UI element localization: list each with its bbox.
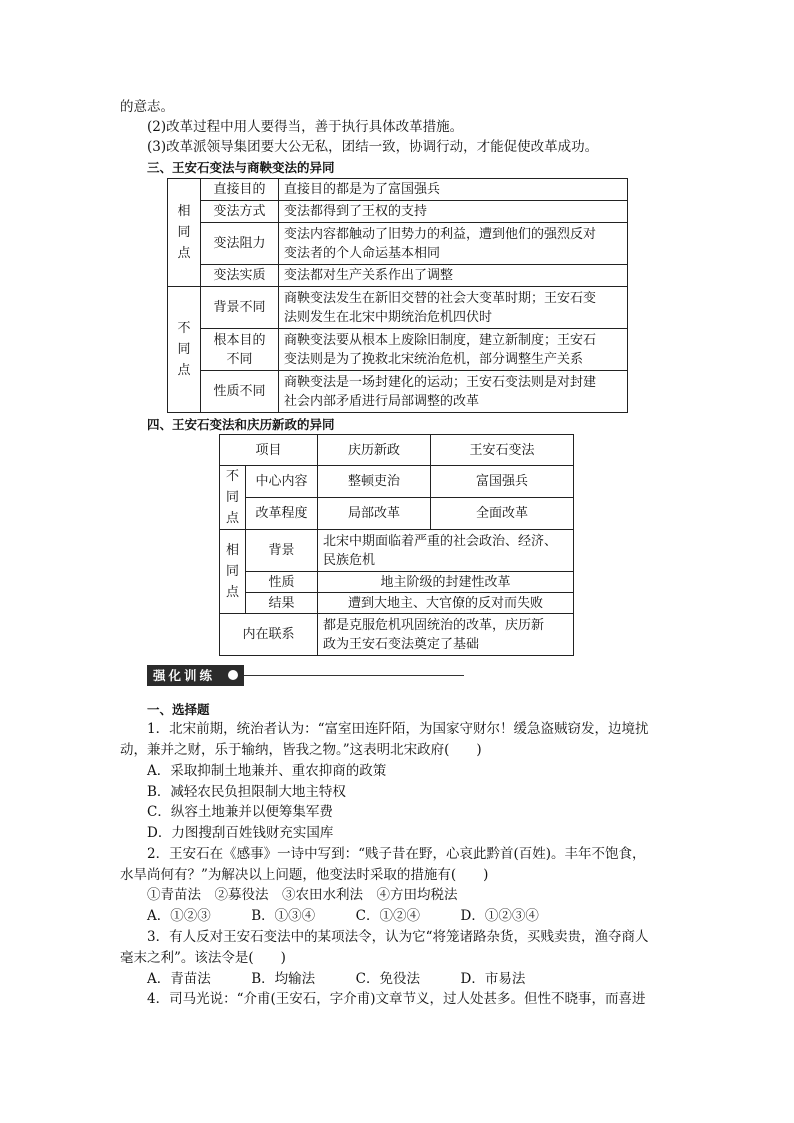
same-points-label: 相 同 点 — [168, 179, 201, 287]
same-points-label: 相 同 点 — [220, 530, 246, 614]
link-content: 都是克服危机巩固统治的改革，庆历新 政为王安石变法奠定了基础 — [318, 614, 574, 656]
qingli-cell: 整顿吏治 — [318, 466, 431, 498]
wang-cell: 全面改革 — [431, 498, 574, 530]
section3-heading: 三、王安石变法与商鞅变法的异同 — [147, 160, 335, 175]
aspect-cell: 根本目的 不同 — [201, 329, 279, 371]
content-cell: 直接目的都是为了富国强兵 — [279, 179, 628, 201]
exercise-line: 4．司马光说：“介甫(王安石，字介甫)文章节义，过人处甚多。但性不晓事，而喜进 — [147, 991, 646, 1007]
diff-points-label: 不 同 点 — [168, 287, 201, 413]
content-cell: 地主阶级的封建性改革 — [318, 572, 574, 593]
banner-dot-icon — [228, 670, 238, 680]
header-wang: 王安石变法 — [431, 435, 574, 466]
item-cell: 性质 — [246, 572, 318, 593]
aspect-cell: 性质不同 — [201, 371, 279, 413]
aspect-cell: 直接目的 — [201, 179, 279, 201]
content-cell: 遭到大地主、大官僚的反对而失败 — [318, 593, 574, 614]
content-cell: 北宋中期面临着严重的社会政治、经济、 民族危机 — [318, 530, 574, 572]
exercise-line: A．青苗法 B．均输法 C．免役法 D．市易法 — [147, 971, 526, 987]
header-item: 项目 — [220, 435, 318, 466]
exercise-line: B．减轻农民负担限制大地主特权 — [147, 784, 346, 800]
qingli-cell: 局部改革 — [318, 498, 431, 530]
item-cell: 背景 — [246, 530, 318, 572]
content-cell: 变法都对生产关系作出了调整 — [279, 265, 628, 287]
aspect-cell: 变法阻力 — [201, 223, 279, 265]
exercise-line: 2．王安石在《感事》一诗中写到：“贱子昔在野，心哀此黔首(百姓)。丰年不饱食， — [147, 846, 646, 862]
exercise-line: D．力图搜刮百姓钱财充实国库 — [147, 825, 334, 841]
item-cell: 改革程度 — [246, 498, 318, 530]
content-cell: 商鞅变法要从根本上废除旧制度，建立新制度；王安石 变法则是为了挽救北宋统治危机，部分调整生产关系 — [279, 329, 628, 371]
exercise-heading: 一、选择题 — [147, 702, 210, 717]
exercise-line: C．纵容土地兼并以便筹集军费 — [147, 804, 333, 820]
content-cell: 变法内容都触动了旧势力的利益，遭到他们的强烈反对 变法者的个人命运基本相同 — [279, 223, 628, 265]
comparison-table-shang-yang — [167, 178, 628, 413]
aspect-cell: 变法实质 — [201, 265, 279, 287]
exercise-line: 动，兼并之财，乐于输纳，皆我之物。”这表明北宋政府( ) — [120, 742, 482, 758]
content-cell: 变法都得到了王权的支持 — [279, 201, 628, 223]
item-cell: 结果 — [246, 593, 318, 614]
wang-cell: 富国强兵 — [431, 466, 574, 498]
intro-line: (2)改革过程中用人要得当，善于执行具体改革措施。 — [147, 119, 464, 135]
exercise-line: 3．有人反对王安石变法中的某项法令，认为它“将笼诸路杂货，买贱卖贵，渔夺商人 — [147, 929, 649, 945]
item-cell: 中心内容 — [246, 466, 318, 498]
exercise-line: 水旱尚何有？”为解决以上问题，他变法时采取的措施有( ) — [120, 867, 489, 883]
content-cell: 商鞅变法发生在新旧交替的社会大变革时期；王安石变 法则发生在北宋中期统治危机四伏时 — [279, 287, 628, 329]
banner-label: 强化训练 — [147, 665, 244, 686]
section4-heading: 四、王安石变法和庆历新政的异同 — [147, 417, 335, 432]
content-cell: 商鞅变法是一场封建化的运动；王安石变法则是对封建 社会内部矛盾进行局部调整的改革 — [279, 371, 628, 413]
link-label: 内在联系 — [220, 614, 318, 656]
exercise-line: A．①②③ B．①③④ C．①②④ D．①②③④ — [147, 908, 539, 924]
aspect-cell: 变法方式 — [201, 201, 279, 223]
header-qingli: 庆历新政 — [318, 435, 431, 466]
comparison-table-qingli — [219, 434, 574, 656]
intro-line: (3)改革派领导集团要大公无私，团结一致，协调行动，才能促使改革成功。 — [147, 139, 599, 155]
aspect-cell: 背景不同 — [201, 287, 279, 329]
intro-line: 的意志。 — [120, 99, 174, 115]
diff-points-label: 不 同 点 — [220, 466, 246, 530]
exercise-line: 毫末之利”。该法令是( ) — [120, 950, 286, 966]
exercise-line: ①青苗法 ②募役法 ③农田水利法 ④方田均税法 — [147, 887, 458, 903]
exercise-line: 1．北宋前期，统治者认为：“富室田连阡陌，为国家守财尔！缓急盗贼窃发，边境扰 — [147, 721, 649, 737]
banner-rule — [244, 675, 464, 676]
exercise-line: A．采取抑制土地兼并、重农抑商的政策 — [147, 763, 387, 779]
